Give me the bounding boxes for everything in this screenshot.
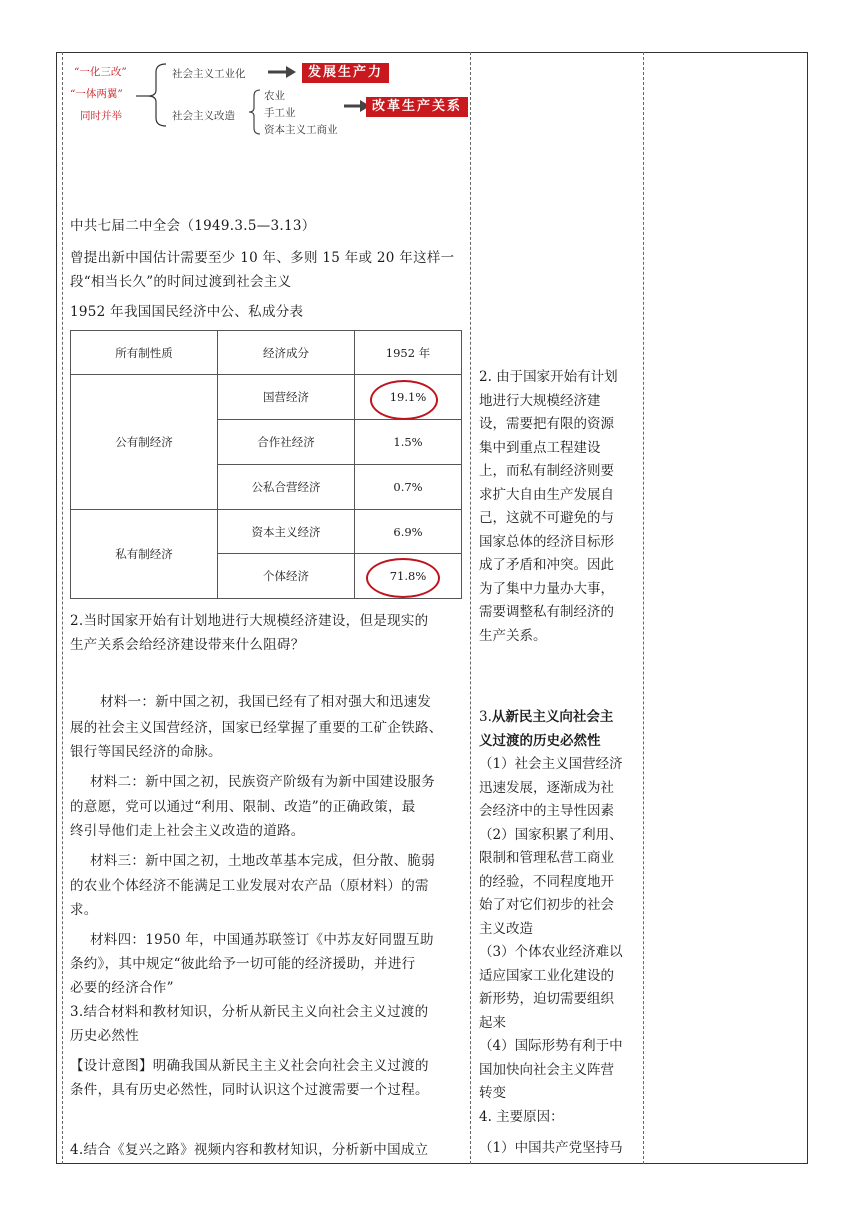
result-productivity: 发展生产力	[302, 63, 389, 83]
diagram-label-3: 同时并举	[80, 110, 122, 122]
answer-line: 限制和管理私营工商业	[479, 850, 614, 866]
meeting-title: 中共七届二中全会（1949.3.5—3.13）	[70, 218, 316, 234]
diagram-brace-sub	[248, 88, 262, 136]
table-cell: 71.8%	[355, 554, 462, 599]
answer-line: 求扩大自由生产发展自	[479, 486, 614, 503]
answer-3	[479, 706, 637, 1161]
answer-line: 2. 由于国家开始有计划	[479, 369, 618, 385]
answer-line: （2）国家积累了利用、	[479, 826, 623, 843]
answer-line: 起来	[479, 1014, 506, 1031]
answer-line: （1）社会主义国营经济	[479, 756, 623, 772]
material-2: 材料二：新中国之初，民族资产阶级有为新中国建设服务	[90, 774, 435, 790]
result-relations: 改革生产关系	[366, 97, 468, 117]
answer-line: 会经济中的主导性因素	[479, 803, 614, 819]
answer-line: 地进行大规模经济建	[479, 392, 601, 409]
highlight-circle	[370, 380, 438, 420]
answer-line: 始了对它们初步的社会	[479, 897, 614, 913]
material-1: 银行等国民经济的命脉。	[70, 744, 222, 760]
answer-line: 国加快向社会主义阵营	[479, 1061, 614, 1078]
question-2-line-1: 2.当时国家开始有计划地进行大规模经济建设，但是现实的	[70, 613, 429, 629]
answer-line: 国家总体的经济目标形	[479, 533, 614, 550]
question-3-line-1: 3.结合材料和教材知识，分析从新民主义向社会主义过渡的	[70, 1004, 429, 1020]
answer-line: 新形势，迫切需要组织	[479, 991, 614, 1007]
column-divider-right	[643, 52, 644, 1164]
reform-item-handicraft: 手工业	[264, 107, 296, 119]
question-3-line-2: 历史必然性	[70, 1028, 139, 1044]
table-title: 1952 年我国国民经济中公、私成分表	[70, 304, 304, 320]
answer-line: 转变	[479, 1085, 506, 1101]
design-intent-2: 条件，具有历史必然性，同时认识这个过渡需要一个过程。	[70, 1082, 429, 1098]
question-4-line-1: 4.结合《复兴之路》视频内容和教材知识，分析新中国成立	[70, 1142, 429, 1158]
material-3: 的农业个体经济不能满足工业发展对农产品（原材料）的需	[70, 878, 429, 894]
diagram-label-2: “一体两翼”	[70, 88, 123, 100]
material-3: 材料三：新中国之初，土地改革基本完成，但分散、脆弱	[90, 853, 435, 869]
answer-4-title: 4. 主要原因：	[479, 1108, 564, 1125]
answer-line: 需要调整私有制经济的	[479, 604, 614, 620]
column-divider-left	[470, 52, 471, 1164]
table-cell: 6.9%	[355, 510, 462, 554]
material-4: 材料四：1950 年，中国通苏联签订《中苏友好同盟互助	[90, 932, 434, 948]
answer-3-number: 3.	[479, 709, 492, 725]
answer-3-title-text: 从新民主义向社会主	[491, 709, 614, 725]
answer-line: 生产关系。	[479, 627, 547, 644]
highlight-circle	[366, 558, 440, 598]
table-cell: 公私合营经济	[218, 465, 355, 510]
question-2-line-2: 生产关系会给经济建设带来什么阻碍？	[70, 637, 305, 653]
answer-line: 的经验，不同程度地开	[479, 873, 614, 890]
answer-line: 成了矛盾和冲突。因此	[479, 557, 614, 573]
answer-line: 适应国家工业化建设的	[479, 967, 614, 984]
diagram-brace-main	[136, 60, 170, 130]
answer-2	[479, 366, 637, 648]
material-4: 条约》，其中规定“彼此给予一切可能的经济援助，并进行	[70, 956, 416, 972]
table-cell: 19.1%	[355, 375, 462, 420]
answer-line: 迅速发展，逐渐成为社	[479, 779, 614, 796]
arrow-icon	[268, 64, 298, 80]
answer-3-title	[479, 706, 637, 730]
table-cell: 合作社经济	[218, 420, 355, 465]
answer-line: 己，这就不可避免的与	[479, 510, 614, 526]
material-2: 终引导他们走上社会主义改造的道路。	[70, 823, 305, 839]
answer-line: （1）中国共产党坚持马	[479, 1140, 623, 1156]
header-year: 1952 年	[355, 331, 462, 375]
table-cell: 1.5%	[355, 420, 462, 465]
table-cell: 资本主义经济	[218, 510, 355, 554]
design-intent-1: 【设计意图】明确我国从新民主主义社会向社会主义过渡的	[70, 1058, 429, 1074]
header-component: 经济成分	[218, 331, 355, 375]
reform-item-agriculture: 农业	[264, 90, 285, 102]
material-1: 展的社会主义国营经济，国家已经掌握了重要的工矿企铁路、	[70, 720, 443, 736]
material-4: 必要的经济合作”	[70, 980, 174, 996]
answer-line: 上，而私有制经济则要	[479, 463, 614, 479]
answer-line: 为了集中力量办大事，	[479, 580, 614, 597]
column-guide-left	[62, 52, 63, 1164]
answer-line: 设，需要把有限的资源	[479, 416, 614, 432]
material-3: 求。	[70, 902, 98, 918]
branch-reform: 社会主义改造	[172, 110, 235, 122]
meeting-desc-2: 段“相当长久”的时间过渡到社会主义	[70, 274, 292, 290]
answer-line: 集中到重点工程建设	[479, 439, 601, 456]
answer-line: 主义改造	[479, 920, 533, 937]
table-cell: 个体经济	[218, 554, 355, 599]
private-ownership-label: 私有制经济	[71, 510, 218, 599]
table-cell: 国营经济	[218, 375, 355, 420]
material-1: 材料一：新中国之初，我国已经有了相对强大和迅速发	[100, 694, 432, 710]
answer-line: （4）国际形势有利于中	[479, 1038, 623, 1054]
header-ownership: 所有制性质	[71, 331, 218, 375]
diagram-label-1: “一化三改”	[74, 66, 127, 78]
public-ownership-label: 公有制经济	[71, 375, 218, 510]
material-2: 的意愿，党可以通过“利用、限制、改造”的正确政策，最	[70, 799, 416, 815]
reform-item-commerce: 资本主义工商业	[264, 124, 338, 136]
answer-line: （3）个体农业经济难以	[479, 944, 623, 960]
branch-industrialization: 社会主义工业化	[172, 68, 246, 80]
answer-3-title-text: 义过渡的历史必然性	[479, 732, 601, 749]
table-cell: 0.7%	[355, 465, 462, 510]
meeting-desc-1: 曾提出新中国估计需要至少 10 年、多则 15 年或 20 年这样一	[70, 250, 455, 266]
